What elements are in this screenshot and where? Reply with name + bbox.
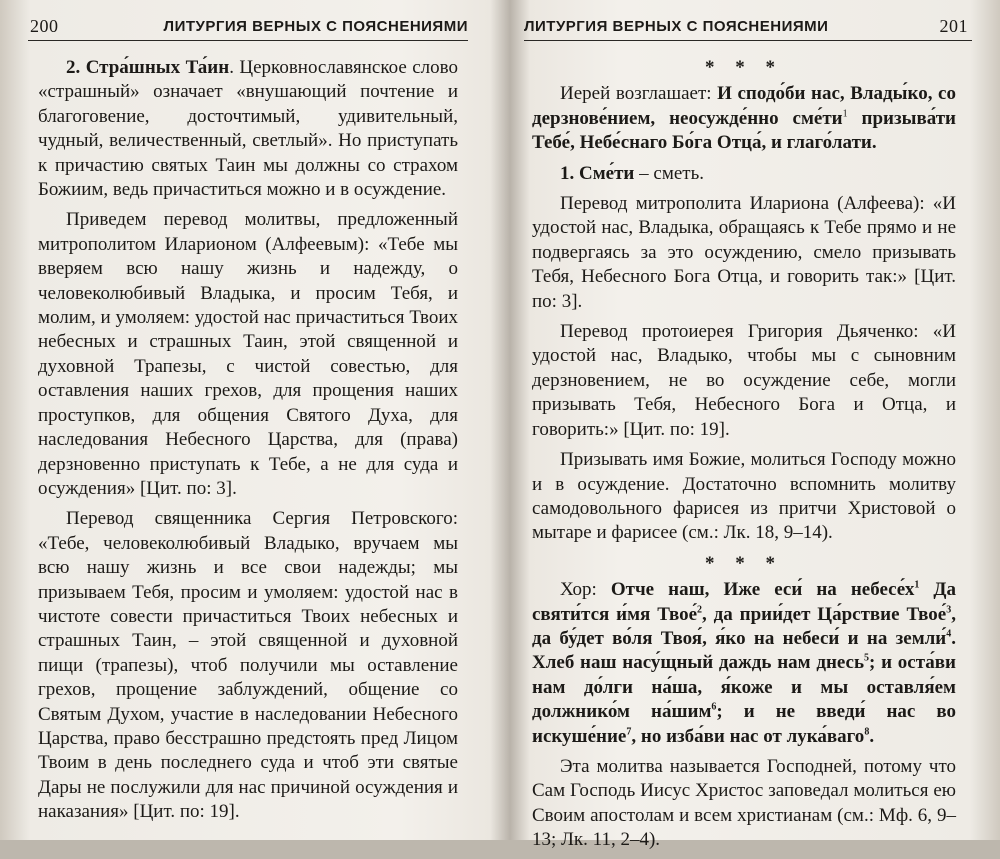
paragraph-text: – сметь. [634,162,704,184]
exclamation-text-cont: призыва́ти Тебе́, Небе́снаго Бо́га Отца́, и глаго́лати. [532,107,956,154]
paragraph: Перевод протоиерея Григория Дьяченко: «И удостой нас, Владыко, чтобы мы с сыновним дерзновением, не во осуждение себе, могли призывать Тебя, Небесного Бога и Отца, и говорить:» [Цит. по: 19]. [532,321,956,440]
paragraph [532,162,956,186]
paragraph-text: . Церковнославянское слово «страшный» означает «внушающий почтение и благоговение, досточтимый, удивительный, чудный, величественный, светлый». Но приступать к причастию святых Таин мы должны со страхом Божиим, ведь причаститься можно и в осуждение. [38,57,458,201]
footnote-ref: 8 [864,726,870,738]
section-separator: * * * [705,552,783,574]
footnote-ref: 1 [842,108,848,120]
footnote-ref: 4 [946,628,952,640]
prayer-segment: ; и не введи́ нас во искуше́ние [532,701,956,747]
page-header-left [28,14,468,41]
prayer-segment: Отче наш, Иже еси́ на небесе́х [610,579,915,601]
prayer-segment: , да бу́дет во́ля Твоя́, я́ко на небеси́ и на земли́ [532,603,956,649]
prayer-text [532,579,956,746]
running-title: ЛИТУРГИЯ ВЕРНЫХ С ПОЯСНЕНИЯМИ [524,18,829,35]
paragraph [532,82,956,155]
page-body-left [38,56,458,831]
footnote-ref: 7 [626,726,632,738]
page-body-right [532,56,956,859]
section-separator: * * * [705,57,783,78]
speaker-intro: Хор: [560,579,611,601]
prayer-segment: , но изба́ви нас от лука́ваго [631,725,865,747]
speaker-intro: Иерей возглашает: [560,83,718,105]
right-page [502,0,1000,851]
left-page [0,0,498,840]
prayer-segment: ; и оста́ви нам до́лги на́ша, я́коже и мы оставля́ем должнико́м на́шим [532,652,957,723]
term-heading: 2. Стра́шных Та́ин [66,57,230,78]
paragraph: Перевод священника Сергия Петровского: «Тебе, человеколюбивый Владыко, вручаем мы всю нашу жизнь и все свои надежды; мы призываем Тебя, просим и умоляем: удостой нас в чистоте совести причаститься Твоих небесных и страшных Таин, – этой священной и духовной пищи (трапезы), чтоб получили мы оставление грехов, прощение заблуждений, общение со Святым Духом, участие в наследовании Небесного Царства, право бесстрашно предстоять пред Лицом Твоим в день последнего суда и чтоб эти святые Дары не послужили для нас причиной осуждения и наказания» [Цит. по: 19]. [38,508,458,823]
paragraph: Эта молитва называется Господней, потому что Сам Господь Иисус Христос заповедал молиться ею Своим апостолам и всем христианам (см.: Мф. 6, 9–13; Лк. 11, 2–4). [532,755,956,851]
prayer-segment: Да святи́тся и́мя Твое́ [532,579,956,625]
footnote-ref: 3 [946,604,952,616]
page-number: 200 [30,16,59,36]
exclamation-text: И сподо́би нас, Влады́ко, со дерзнове́нием, неосужде́нно сме́ти [532,83,956,129]
prayer-paragraph [532,578,956,749]
paragraph [38,56,458,202]
footnote-ref: 5 [864,653,870,665]
paragraph: Приведем перевод молитвы, предложенный митрополитом Иларионом (Алфеевым): «Тебе мы вверяем всю нашу жизнь и надежду, о человеколюбивый Владыка, и просим Тебя, и молим, и умоляем: удостой нас причаститься Твоих небесных и страшных Таин, этой священной и духовной Трапезы, с чистой совестью, для оставления наших грехов, для прощения наших проступков, для общения Святого Духа, для наследования Небесного Царства, для (права) дерзновенно приступать к Тебе, а не для суда и осуждения» [Цит. по: 3]. [38,209,458,499]
footnote-ref: 6 [711,701,717,713]
page-number: 201 [939,16,968,36]
prayer-end: . [869,725,875,747]
prayer-segment: . Хлеб наш насу́щный даждь нам днесь [532,627,956,674]
prayer-segment: , да прии́дет Ца́рствие Твое́ [702,603,947,625]
footnote-ref: 1 [914,579,920,591]
running-title: ЛИТУРГИЯ ВЕРНЫХ С ПОЯСНЕНИЯМИ [163,18,468,35]
page-header-right [524,14,972,41]
paragraph: Призывать имя Божие, молиться Господу можно и в осуждение. Достаточно вспомнить молитву самодовольного фарисея из притчи Христовой о мытаре и фарисее (см.: Лк. 18, 9–14). [532,449,956,544]
paragraph: Перевод митрополита Илариона (Алфеева): «И удостой нас, Владыка, обращаясь к Тебе прямо и не подвергаясь за это осуждению, смело призывать Тебя, Небесного Бога Отца, и говорить так:» [Цит. по: 3]. [532,193,956,312]
term-heading: 1. Сме́ти [560,162,635,184]
footnote-ref: 2 [697,604,703,616]
